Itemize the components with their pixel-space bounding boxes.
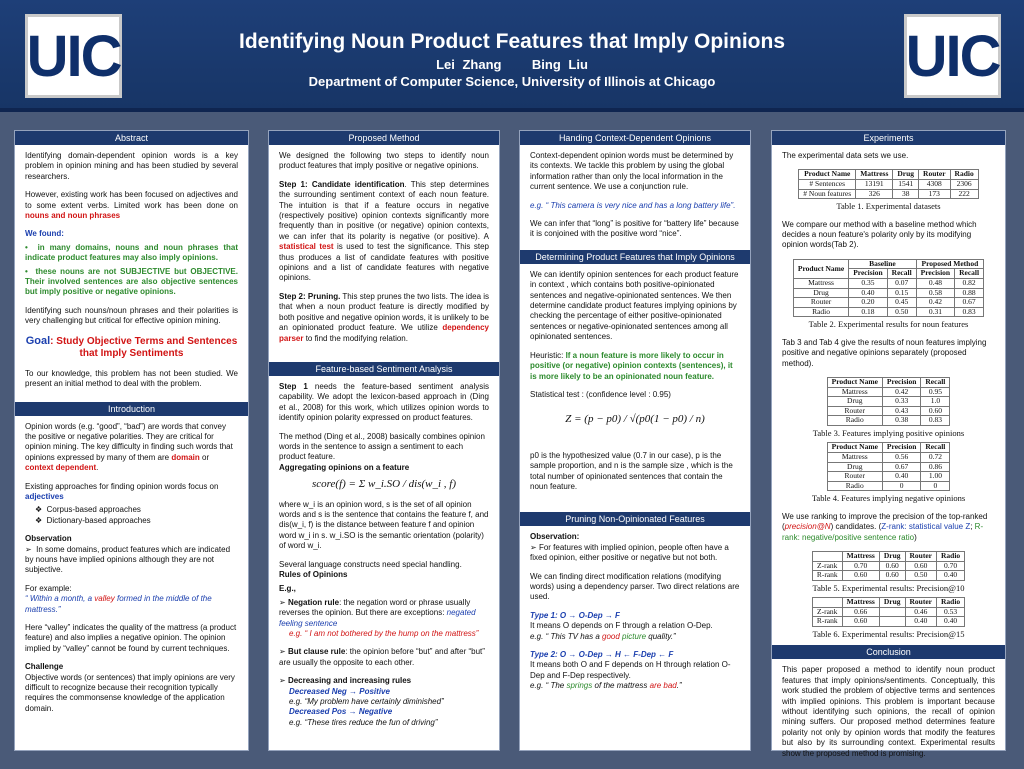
- type-1: Type 1: O → O-Dep → F: [530, 610, 620, 620]
- introduction-heading: Introduction: [15, 402, 248, 416]
- abstract-heading: Abstract: [15, 131, 248, 145]
- experiments-p1: The experimental data sets we use.: [782, 151, 909, 160]
- column-2: [268, 130, 500, 751]
- observation-1: ➢ In some domains, product features which are indicated by nouns have implied opinions although they are not subjective.: [25, 544, 231, 575]
- statistical-test: Statistical test : (confidence level : 0.95): [530, 389, 671, 399]
- intro-p1: Opinion words (e.g. “good”, “bad”) are words that convey the positive or negative polarities. They are critical for opinion mining. The key difficulty in finding such words that opinions expressed by many of them are domain or context dependent.: [25, 421, 233, 473]
- method-section: [269, 149, 499, 354]
- table-2-caption: Table 2. Experimental results for noun features: [808, 319, 969, 330]
- table-6-caption: Table 6. Experimental results: Precision@15: [812, 628, 965, 639]
- experiments-p3: Tab 3 and Tab 4 give the results of noun features implying positive and negative opinions separately (proposed method).: [782, 337, 987, 368]
- context-heading: Handing Context-Dependent Opinions: [520, 131, 750, 145]
- decreased-neg: Decreased Neg → Positive: [289, 686, 390, 696]
- table-6: Mattress Drug Router Radio Z-rank 0.66 0.46 0.53 R-rank 0.60 0.40 0.40: [812, 597, 965, 627]
- poster-header: [0, 0, 1024, 112]
- authors: Lei Zhang Bing Liu: [436, 57, 588, 72]
- table-row: Radio 0.18 0.50 0.31 0.83: [793, 307, 983, 317]
- fbsa-p4: Several language constructs need special handling.: [279, 559, 462, 569]
- table-row: Router 0.20 0.45 0.42 0.67: [793, 298, 983, 308]
- type-2-example: e.g. “ The springs of the mattress are bad.”: [530, 681, 682, 691]
- observation-label: Observation: [25, 534, 72, 544]
- conclusion-heading: Conclusion: [772, 645, 1005, 659]
- we-found: We found:: [25, 229, 64, 239]
- step-1: Step 1: Candidate identification. This step determines the surrounding sentiment context of each noun feature. The intuition is that if a feature occurs in negative (respectively positive) opinion contexts significantly more frequently than in positive (or negative) opinion contexts, we can infer that its polarity is negative (or positive). A statistical test is used to test the significance. This step thus produces a list of candidate features with positive opinions and a list of candidate features with negative opinions.: [279, 179, 489, 283]
- method-p1: We designed the following two steps to identify noun product features that imply positive or negative opinions.: [279, 151, 489, 171]
- table-1-caption: Table 1. Experimental datasets: [836, 201, 941, 212]
- determine-heading: Determining Product Features that Imply Opinions: [520, 250, 750, 264]
- fbsa-p2: The method (Ding et al., 2008) basically combines opinion words in the sentence to assign a sentiment to each product feature.: [279, 431, 485, 462]
- determine-section: [520, 268, 750, 503]
- table-3: Product Name Precision Recall Mattress 0.42 0.95 Drug 0.33 1.0 Router 0.43 0.60 Radio 0.38 0.83: [827, 377, 951, 426]
- pruning-p1: We can finding direct modification relations (modifying words) using a dependency parser. Two direct relations are used.: [530, 571, 740, 602]
- context-p1: Context-dependent opinion words must be determined by its contexts. We tackle this problem by using the global information rather than only the local information in the current sentence. We use a conjunction rule.: [530, 151, 734, 192]
- decreased-neg-example: e.g. “My problem have certainly diminished”: [289, 697, 444, 707]
- pruning-observation-label: Observation:: [530, 532, 580, 542]
- column-4: [771, 130, 1006, 758]
- decreasing-rule: ➢ Decreasing and increasing rules: [279, 676, 412, 686]
- but-clause-rule: ➢ But clause rule: the opinion before “but” and after “but” are usually the opposite to each other.: [279, 647, 485, 667]
- challenge-label: Challenge: [25, 662, 64, 672]
- table-1: Product Name Mattress Drug Router Radio # Sentences 13191 1541 4308 2306 # Noun features 326 38 173 222: [798, 169, 978, 199]
- context-example: e.g. “ This camera is very nice and has a long battery life”.: [530, 200, 736, 210]
- poster-title: Identifying Noun Product Features that Imply Opinions: [238, 30, 786, 53]
- table-row: Mattress 0.35 0.07 0.48 0.82: [793, 279, 983, 289]
- context-p2: We can infer that “long” is positive for “battery life” because it is conjoined with the positive word “nice”.: [530, 219, 739, 239]
- decreased-pos: Decreased Pos → Negative: [289, 707, 393, 717]
- abstract-p2: However, existing work has been focused on adjectives and to some extent verbs. Limited work has been done on nouns and noun phrases: [25, 190, 238, 221]
- finding-2: • these nouns are not SUBJECTIVE but OBJECTIVE. Their involved sentences are also objective sentences but imply positive or negative opinions.: [25, 266, 238, 297]
- table-row: Mattress 0.56 0.72: [827, 452, 950, 462]
- type-2-desc: It means both O and F depends on H through relation O-Dep and F-Dep respectively.: [530, 660, 731, 680]
- table-row: Drug 0.67 0.86: [827, 462, 950, 472]
- intro-p3: Here “valley” indicates the quality of the mattress (a product feature) and also implies a negative opinion. The opinion implied by “valley” cannot be found by current techniques.: [25, 623, 237, 653]
- table-4: Product Name Precision Recall Mattress 0.56 0.72 Drug 0.67 0.86 Router 0.40 1.00 Radio 0 0: [827, 442, 951, 491]
- uic-logo-right: UIC: [904, 14, 1001, 98]
- score-formula: score(f) = Σ w_i.SO / dis(w_i , f): [311, 478, 456, 491]
- determine-p2: p0 is the hypothesized value (0.7 in our case), p is the sample proportion, and n is the sample size , which is the total number of opinionated sentences that contain the noun feature.: [530, 450, 733, 491]
- table-row: Drug 0.40 0.15 0.58 0.88: [793, 288, 983, 298]
- abstract-p1: Identifying domain-dependent opinion words is a key problem in opinion mining and has been studied by several researchers.: [25, 151, 238, 181]
- column-1: [14, 130, 249, 751]
- fbsa-heading: Feature-based Sentiment Analysis: [269, 362, 499, 376]
- experiments-p4: We use ranking to improve the precision of the top-ranked (precision@N) candidates. (Z-rank: statistical value Z; R-rank: negative/positive sentence ratio): [782, 511, 988, 542]
- abstract-p4: To our knowledge, this problem has not been studied. We present an initial method to deal with the problem.: [25, 368, 238, 389]
- uic-logo-left: UIC: [25, 14, 122, 98]
- example-sentence: “ Within a month, a valley formed in the middle of the mattress.”: [25, 594, 212, 614]
- heuristic: Heuristic: If a noun feature is more likely to occur in positive (or negative) opinion contexts (sentences), it is more likely to be an opinionated noun feature.: [530, 350, 733, 381]
- intro-p2: Existing approaches for finding opinion words focus on adjectives: [25, 481, 219, 501]
- step-2: Step 2: Pruning. This step prunes the two lists. The idea is that when a noun product feature is directly modified by both positive and negative opinion words, it is unlikely to be an opinionated product feature. We utilize dependency parser to find the modifying relation.: [279, 291, 490, 343]
- table-4-caption: Table 4. Features implying negative opinions: [811, 493, 966, 504]
- fbsa-section: [269, 380, 499, 738]
- z-formula: Z = (p − p0) / √(p0(1 − p0) / n): [565, 413, 705, 426]
- fbsa-p3: where w_i is an opinion word, s is the set of all opinion words and s is the sentence that contains the feature f, and dis(w_i, f) is the distance between feature f and opinion word w_i in s. w_i.SO is the semantic orientation (polarity) of word w_i.: [279, 499, 489, 551]
- pruning-heading: Pruning Non-Opinionated Features: [520, 512, 750, 526]
- negation-example: e.g. “ I am not bothered by the hump on the mattress”: [289, 629, 479, 639]
- table-5: Mattress Drug Router Radio Z-rank 0.70 0.60 0.60 0.70 R-rank 0.60 0.60 0.50 0.40: [812, 551, 965, 581]
- experiments-section: [772, 149, 1005, 645]
- approach-2: ❖ Dictionary-based approaches: [35, 515, 151, 525]
- negation-rule: ➢ Negation rule: the negation word or phrase usually reverses the opinion. But there are exceptions: negated feeling sentence: [279, 597, 476, 628]
- table-row: Router 0.43 0.60: [827, 406, 950, 416]
- table-5-caption: Table 5. Experimental results: Precision@10: [812, 582, 965, 593]
- table-row: Z-rank 0.66 0.46 0.53: [812, 607, 964, 617]
- pruning-section: [520, 530, 750, 701]
- decreased-pos-example: e.g. “These tires reduce the fun of driving”: [289, 717, 438, 727]
- table-row: Router 0.40 1.00: [827, 472, 950, 482]
- type-2: Type 2: O → O-Dep → H ← F-Dep ← F: [530, 650, 674, 659]
- approach-1: ❖ Corpus-based approaches: [35, 505, 141, 515]
- department: Department of Computer Science, University of Illinois at Chicago: [308, 74, 716, 89]
- table-row: R-rank 0.60 0.60 0.50 0.40: [812, 571, 964, 581]
- table-row: Drug 0.33 1.0: [827, 397, 950, 407]
- conclusion-p1: This paper proposed a method to identify noun product features that imply opinions/sentiments. Conceptually, this work studied the problem of objective terms and sentences with implied opinions. This problem is important because without identifying such opinions, the recall of opinion mining suffers. Our proposed method determines feature polarity not only by opinion words that modify the features but also by its surrounding context. Experimental results show the proposed method is promising.: [782, 665, 995, 758]
- table-row: Radio 0 0: [827, 481, 950, 491]
- goal-statement: Goal: Study Objective Terms and Sentences that Imply Sentiments: [25, 334, 238, 359]
- example-label: For example:: [25, 583, 72, 593]
- experiments-heading: Experiments: [772, 131, 1005, 145]
- column-3: [519, 130, 751, 751]
- table-row: # Noun features 326 38 173 222: [799, 189, 978, 199]
- table-row: Radio 0.38 0.83: [827, 416, 950, 426]
- method-heading: Proposed Method: [269, 131, 499, 145]
- conclusion-section: [772, 663, 1005, 769]
- table-2: Product Name Baseline Proposed Method Precision Recall Precision Recall Mattress 0.35 0.07 0.48 0.82 Drug 0.40 0.15 0.58 0.88 Router 0.20 0.45 0.42 0.67 Radio 0.18 0.50 0.31 0.83: [793, 259, 984, 318]
- type-1-example: e.g. “ This TV has a good picture quality.”: [530, 631, 676, 641]
- aggregating-label: Aggregating opinions on a feature: [279, 462, 410, 472]
- fbsa-p1: Step 1 needs the feature-based sentiment analysis capability. We adopt the lexicon-based approach in (Ding et al., 2008) for this work, which utilizes opinion words to identify opinion polarity expressed on product features.: [279, 381, 489, 423]
- pruning-observation: ➢ For features with implied opinion, people often have a fixed opinion, either positive or negative but not both.: [530, 542, 729, 563]
- eg-label: E.g.,: [279, 584, 296, 594]
- type-1-desc: It means O depends on F through a relation O-Dep.: [530, 621, 713, 631]
- table-row: R-rank 0.60 0.40 0.40: [812, 617, 964, 627]
- experiments-p2: We compare our method with a baseline method which decides a noun feature's polarity only by its modifying opinion words(Tab 2).: [782, 219, 977, 250]
- introduction-section: [15, 420, 248, 725]
- context-section: [520, 149, 750, 250]
- intro-p4: Objective words (or sentences) that imply opinions are very difficult to recognize because their recognition typically requires the commonsense knowledge of the application domain.: [25, 672, 235, 713]
- table-3-caption: Table 3. Features implying positive opinions: [812, 427, 965, 438]
- abstract-section: [15, 149, 248, 400]
- table-row: Mattress 0.42 0.95: [827, 387, 950, 397]
- table-row: # Sentences 13191 1541 4308 2306: [799, 180, 978, 190]
- finding-1: • in many domains, nouns and noun phrases that indicate product features may also imply opinions.: [25, 242, 239, 263]
- determine-p1: We can identify opinion sentences for each product feature in context , which contains both positive-opinionated sentences and negative-opinionated sentences. We then determine candidate product features implying opinions by checking the percentage of either positive-opinionated sentences or negative-opinionated sentences among all opinionated sentences.: [530, 269, 739, 342]
- abstract-p3: Identifying such nouns/noun phrases and their polarities is very challenging but critical for effective opinion mining.: [25, 305, 238, 326]
- table-row: Z-rank 0.70 0.60 0.60 0.70: [812, 561, 964, 571]
- rules-label: Rules of Opinions: [279, 570, 348, 579]
